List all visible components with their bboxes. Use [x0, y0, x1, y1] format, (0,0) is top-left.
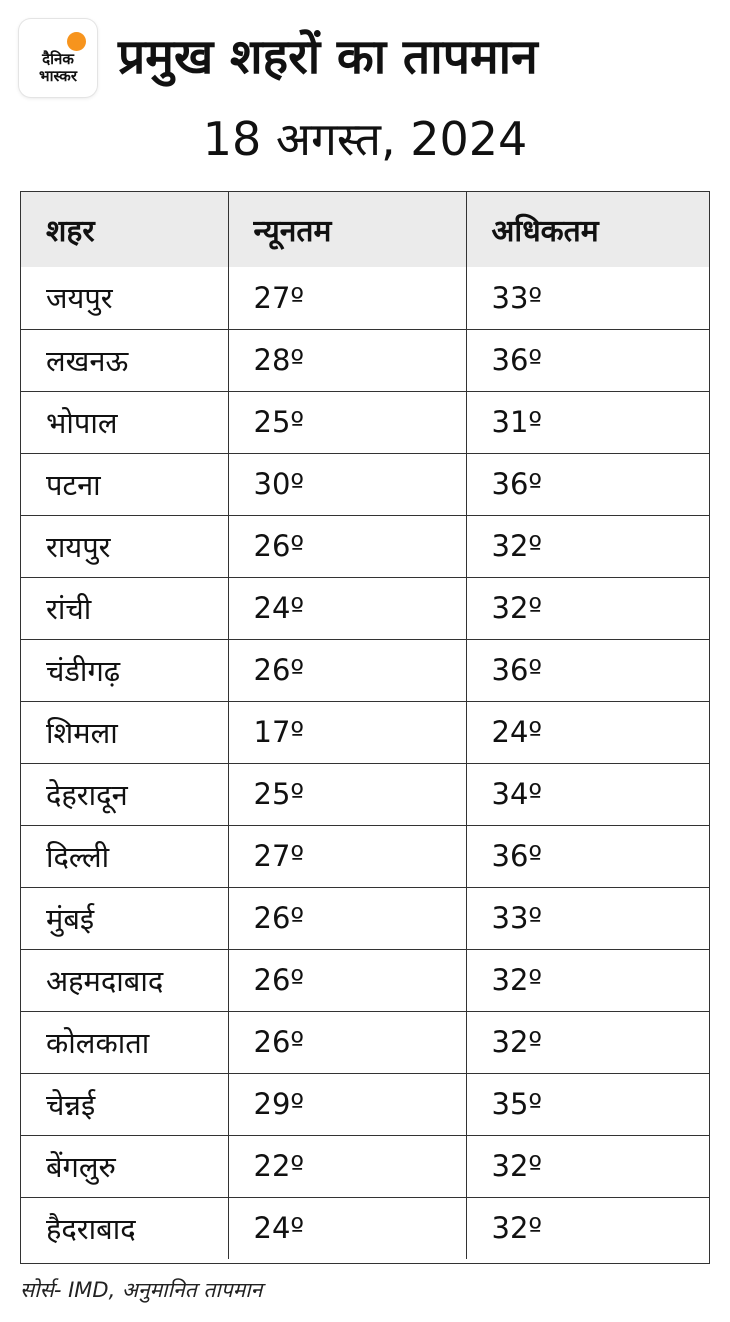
min-temp-cell: 26º	[228, 949, 466, 1011]
city-cell: भोपाल	[21, 391, 228, 453]
header-min: न्यूनतम	[228, 192, 466, 267]
max-temp-cell: 36º	[466, 639, 709, 701]
max-temp-cell: 36º	[466, 453, 709, 515]
table-row	[21, 515, 709, 577]
min-temp-cell: 22º	[228, 1135, 466, 1197]
table-row	[21, 1197, 709, 1259]
min-temp-cell: 27º	[228, 267, 466, 329]
city-cell: पटना	[21, 453, 228, 515]
city-cell: अहमदाबाद	[21, 949, 228, 1011]
table-row	[21, 391, 709, 453]
table-row	[21, 1073, 709, 1135]
table-row	[21, 701, 709, 763]
max-temp-cell: 32º	[466, 1197, 709, 1259]
header-max: अधिकतम	[466, 192, 709, 267]
max-temp-cell: 32º	[466, 577, 709, 639]
city-cell: देहरादून	[21, 763, 228, 825]
max-temp-cell: 24º	[466, 701, 709, 763]
table-row	[21, 1011, 709, 1073]
max-temp-cell: 32º	[466, 1011, 709, 1073]
city-cell: कोलकाता	[21, 1011, 228, 1073]
max-temp-cell: 33º	[466, 267, 709, 329]
city-cell: रांची	[21, 577, 228, 639]
temperature-table-container	[20, 191, 710, 1264]
min-temp-cell: 27º	[228, 825, 466, 887]
min-temp-cell: 30º	[228, 453, 466, 515]
min-temp-cell: 26º	[228, 887, 466, 949]
table-row	[21, 639, 709, 701]
max-temp-cell: 32º	[466, 949, 709, 1011]
max-temp-cell: 34º	[466, 763, 709, 825]
max-temp-cell: 32º	[466, 515, 709, 577]
logo-text-line1: दैनिक	[42, 50, 74, 68]
logo-text-line2: भास्कर	[39, 67, 77, 85]
table-row	[21, 329, 709, 391]
header-city: शहर	[21, 192, 228, 267]
max-temp-cell: 36º	[466, 825, 709, 887]
city-cell: चंडीगढ़	[21, 639, 228, 701]
city-cell: मुंबई	[21, 887, 228, 949]
table-row	[21, 577, 709, 639]
table-row	[21, 825, 709, 887]
dainik-bhaskar-logo	[19, 19, 97, 97]
max-temp-cell: 31º	[466, 391, 709, 453]
min-temp-cell: 28º	[228, 329, 466, 391]
source-note: सोर्स- IMD, अनुमानित तापमान	[20, 1278, 263, 1302]
city-cell: हैदराबाद	[21, 1197, 228, 1259]
city-cell: शिमला	[21, 701, 228, 763]
sun-icon	[67, 32, 86, 51]
city-cell: रायपुर	[21, 515, 228, 577]
min-temp-cell: 29º	[228, 1073, 466, 1135]
min-temp-cell: 26º	[228, 515, 466, 577]
max-temp-cell: 33º	[466, 887, 709, 949]
max-temp-cell: 35º	[466, 1073, 709, 1135]
max-temp-cell: 32º	[466, 1135, 709, 1197]
min-temp-cell: 17º	[228, 701, 466, 763]
table-row	[21, 763, 709, 825]
min-temp-cell: 24º	[228, 577, 466, 639]
min-temp-cell: 26º	[228, 1011, 466, 1073]
page-title: प्रमुख शहरों का तापमान	[118, 29, 538, 85]
city-cell: जयपुर	[46, 281, 113, 316]
city-cell: लखनऊ	[21, 329, 228, 391]
min-temp-cell: 24º	[228, 1197, 466, 1259]
city-cell: चेन्नई	[21, 1073, 228, 1135]
date-subtitle: 18 अगस्त, 2024	[202, 112, 528, 166]
table-row	[21, 453, 709, 515]
city-cell: बेंगलुरु	[21, 1135, 228, 1197]
temperature-table	[21, 192, 709, 1259]
table-row	[21, 1135, 709, 1197]
table-row	[21, 267, 709, 329]
min-temp-cell: 25º	[228, 763, 466, 825]
min-temp-cell: 26º	[228, 639, 466, 701]
table-row	[21, 887, 709, 949]
table-row	[21, 949, 709, 1011]
max-temp-cell: 36º	[466, 329, 709, 391]
city-cell: दिल्ली	[21, 825, 228, 887]
table-header-row	[21, 192, 709, 267]
min-temp-cell: 25º	[228, 391, 466, 453]
